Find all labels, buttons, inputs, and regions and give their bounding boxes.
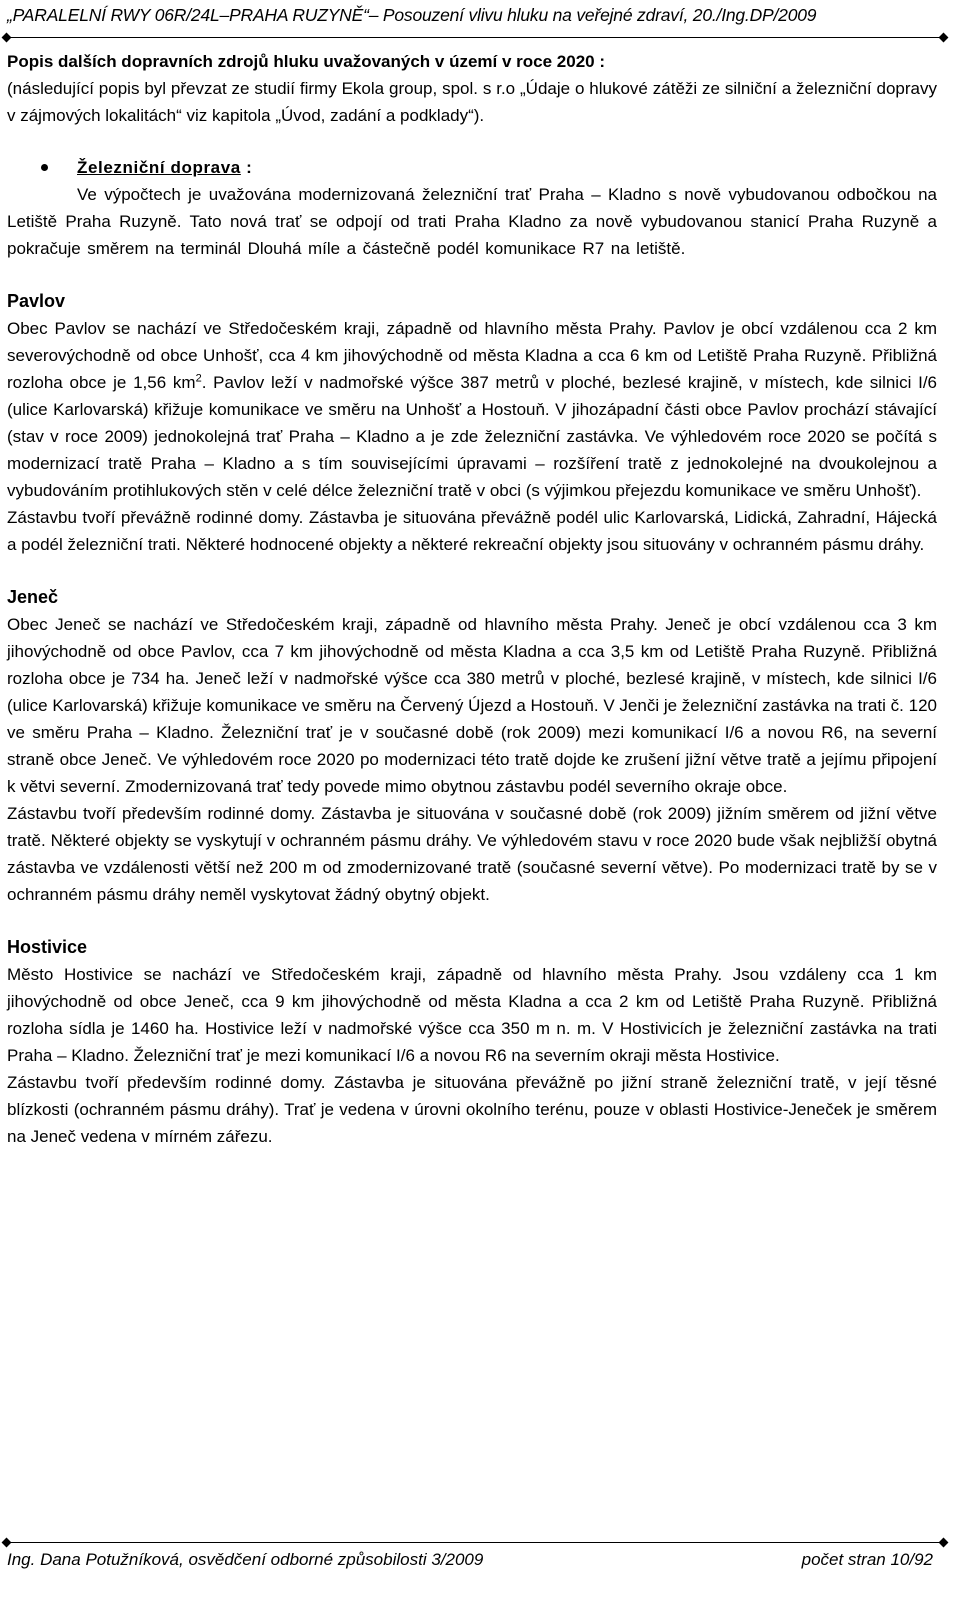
jenec-section bbox=[7, 584, 937, 908]
pavlov-p1-text: Obec Pavlov se nachází ve Středočeském kraji, západně od hlavního města Prahy. Pavlov je obcí vzdálenou cca 2 km severovýchodně od obce Unhošť, cca 4 km jihovýchodně od města Kladna a cca 6 km od Letiště Praha Ruzyně. Přibližná rozloha obce je 1,56 km bbox=[7, 319, 937, 392]
hostivice-section bbox=[7, 934, 937, 1150]
jenec-paragraph-1: Obec Jeneč se nachází ve Středočeském kraji, západně od hlavního města Prahy. Jeneč je obcí vzdálenou cca 3 km jihovýchodně od obce Pavlov, cca 7 km jihovýchodně od města Kladna a cca 3,5 km od Letiště Praha Ruzyně. Přibližná rozloha obce je 734 ha. Jeneč leží v nadmořské výšce cca 380 metrů v ploché, bezlesé krajině, v místech, kde silnici I/6 (ulice Karlovarská) křižuje komunikace ve směru na Červený Újezd a Hostouň. V Jenči je železniční zastávka na trati č. 120 ve směru Praha – Kladno. Železniční trať je v současné době (rok 2009) mezi komunikací I/6 a novou R6, na severní straně obce Jeneč. Ve výhledovém roce 2020 po modernizaci této tratě dojde ke zrušení jižní větve tratě a jejímu připojení k větvi severní. Zmodernizovaná trať tedy povede mimo obytnou zástavbu podél severního okraje obce. bbox=[7, 615, 937, 796]
rail-title: Železniční doprava bbox=[77, 158, 241, 177]
pavlov-p1-text-cont: . Pavlov leží v nadmořské výšce 387 metrů v ploché, bezlesé krajině, v místech, kde silnici I/6 (ulice Karlovarská) křižuje komunikace ve směru na Unhošť a Hostouň. V jihozápadní části obce Pavlov prochází stávající (stav v roce 2009) jednokolejná trať Praha – Kladno a je zde železniční zastávka. Ve výhledovém roce 2020 se počítá s modernizací tratě Praha – Kladno a s tím souvisejícími úpravami – rozšíření tratě z jednokolejné na dvoukolejnou a vybudováním protihlukových stěn v celé délce železniční tratě v obci (s výjimkou přejezdu komunikace ve směru Unhošť). bbox=[7, 373, 937, 500]
pavlov-section bbox=[7, 288, 937, 558]
hostivice-paragraph-1: Město Hostivice se nachází ve Středočeském kraji, západně od hlavního města Prahy. Jsou vzdáleny cca 1 km jihovýchodně od obce Jeneč, cca 9 km jihovýchodně od města Kladna a cca 2 km od Letiště Praha Ruzyně. Přibližná rozloha sídla je 1460 ha. Hostivice leží v nadmořské výšce cca 350 m n. m. V Hostivicích je železniční zastávka na trati Praha – Kladno. Železniční trať je mezi komunikací I/6 a novou R6 na severním okraji města Hostivice. bbox=[7, 965, 937, 1065]
intro-text: (následující popis byl převzat ze studií firmy Ekola group, spol. s r.o „Údaje o hlukové zátěži ze silniční a železniční dopravy v zájmových lokalitách“ viz kapitola „Úvod, zadání a podklady“). bbox=[7, 79, 937, 125]
jenec-paragraph-2: Zástavbu tvoří především rodinné domy. Zástavba je situována v současné době (rok 2009) jižním směrem od jižní větve tratě. Některé objekty se vyskytují v ochranném pásmu dráhy. Ve výhledovém stavu v roce 2020 bude však nejbližší obytná zástavba ve vzdálenosti větší než 200 m od zmodernizované tratě (současné severní větve). Po modernizaci tratě by se v ochranném pásmu dráhy neměl vyskytovat žádný obytný objekt. bbox=[7, 804, 937, 904]
rail-heading bbox=[7, 154, 937, 181]
bullet-icon bbox=[41, 164, 48, 171]
intro-section bbox=[7, 48, 937, 129]
intro-title: Popis dalších dopravních zdrojů hluku uvažovaných v území v roce 2020 : bbox=[7, 52, 606, 71]
footer-author: Ing. Dana Potužníková, osvědčení odborné způsobilosti 3/2009 bbox=[7, 1550, 484, 1569]
pavlov-paragraph-1 bbox=[7, 315, 937, 504]
hostivice-paragraph-2: Zástavbu tvoří především rodinné domy. Zástavba je situována převážně po jižní straně železniční tratě, v její těsné blízkosti (ochranném pásmu dráhy). Trať je vedena v úrovni okolního terénu, pouze v oblasti Hostivice-Jeneček je směrem na Jeneč vedena v mírném zářezu. bbox=[7, 1073, 937, 1146]
page-content bbox=[7, 48, 937, 1150]
footer-rule bbox=[7, 1542, 943, 1543]
page-footer bbox=[7, 1549, 947, 1571]
page-count: počet stran 10/92 bbox=[801, 1550, 933, 1569]
hostivice-title: Hostivice bbox=[7, 937, 88, 957]
running-header: „PARALELNÍ RWY 06R/24L–PRAHA RUZYNĚ“– Posouzení vlivu hluku na veřejné zdraví, 20./Ing.DP/2009 bbox=[7, 5, 817, 25]
rail-title-colon: : bbox=[240, 158, 253, 177]
pavlov-title: Pavlov bbox=[7, 291, 66, 311]
header-rule bbox=[7, 37, 943, 38]
superscript: 2 bbox=[195, 372, 202, 385]
pavlov-paragraph-2: Zástavbu tvoří převážně rodinné domy. Zástavba je situována převážně podél ulic Karlovarská, Lidická, Zahradní, Hájecká a podél železniční trati. Některé hodnocené objekty a některé rekreační objekty jsou situovány v ochranném pásmu dráhy. bbox=[7, 508, 937, 554]
jenec-title: Jeneč bbox=[7, 587, 59, 607]
rail-text: Ve výpočtech je uvažována modernizovaná železniční trať Praha – Kladno s nově vybudovanou odbočkou na Letiště Praha Ruzyně. Tato nová trať se odpojí od trati Praha Kladno za nově vybudovanou stanicí Praha Ruzyně a pokračuje směrem na terminál Dlouhá míle a částečně podél komunikace R7 na letiště. bbox=[7, 185, 937, 258]
rail-section bbox=[7, 154, 937, 262]
